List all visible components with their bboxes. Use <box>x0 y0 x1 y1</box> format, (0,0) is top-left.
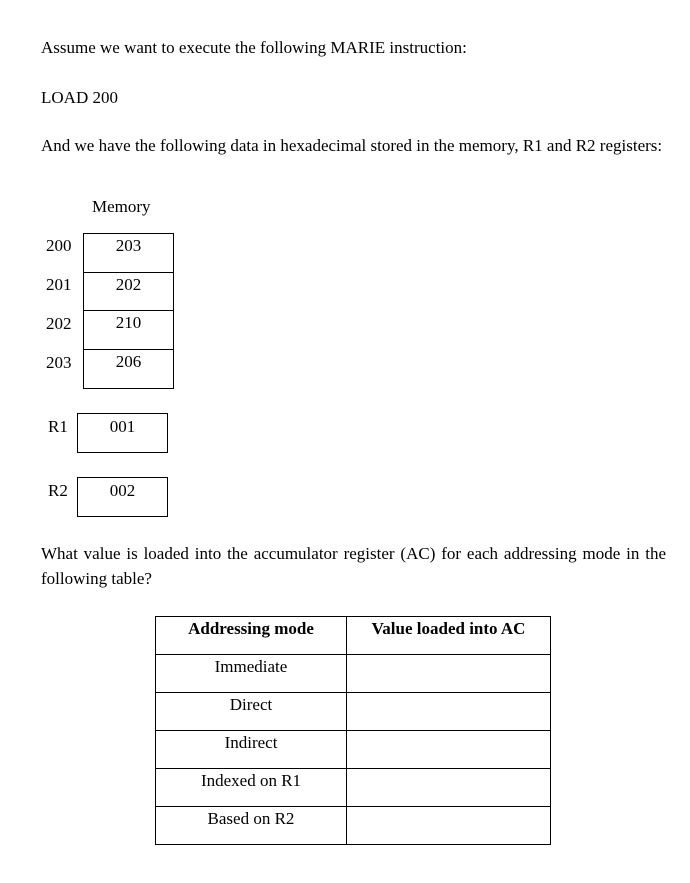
mode-cell: Direct <box>156 693 347 731</box>
register-value: 001 <box>109 417 136 436</box>
question-text: What value is loaded into the accumulator register (AC) for each addressing mode in the following table? <box>41 544 666 588</box>
register-label: R2 <box>48 481 68 500</box>
value-cell <box>347 769 551 807</box>
memory-cell <box>83 310 174 350</box>
column-header: Value loaded into AC <box>347 617 551 655</box>
memory-title: Memory <box>92 197 151 216</box>
column-header: Addressing mode <box>156 617 347 655</box>
mode-cell: Immediate <box>156 655 347 693</box>
memory-value: 203 <box>115 236 142 255</box>
register-value: 002 <box>109 481 136 500</box>
memory-address: 202 <box>46 314 72 333</box>
table-row <box>156 655 551 693</box>
instruction-text: LOAD 200 <box>41 88 118 107</box>
value-cell <box>347 693 551 731</box>
table-row <box>156 731 551 769</box>
register-r1-cell <box>77 413 168 453</box>
mode-cell: Based on R2 <box>156 807 347 845</box>
memory-cell <box>83 349 174 389</box>
addressing-mode-table <box>155 616 551 845</box>
table-header-row <box>156 617 551 655</box>
memory-cell <box>83 233 174 273</box>
table-row <box>156 769 551 807</box>
mode-cell: Indirect <box>156 731 347 769</box>
memory-value: 206 <box>115 352 142 371</box>
memory-address: 203 <box>46 353 72 372</box>
data-intro-text: And we have the following data in hexadecimal stored in the memory, R1 and R2 registers: <box>41 136 663 155</box>
register-label: R1 <box>48 417 68 436</box>
intro-text: Assume we want to execute the following MARIE instruction: <box>41 38 467 57</box>
memory-address: 200 <box>46 236 72 255</box>
memory-cell <box>83 272 174 311</box>
memory-value: 202 <box>115 275 142 294</box>
register-r2-cell <box>77 477 168 517</box>
value-cell <box>347 807 551 845</box>
value-cell <box>347 655 551 693</box>
value-cell <box>347 731 551 769</box>
mode-cell: Indexed on R1 <box>156 769 347 807</box>
memory-address: 201 <box>46 275 72 294</box>
table-row <box>156 693 551 731</box>
table-row <box>156 807 551 845</box>
memory-value: 210 <box>115 313 142 332</box>
